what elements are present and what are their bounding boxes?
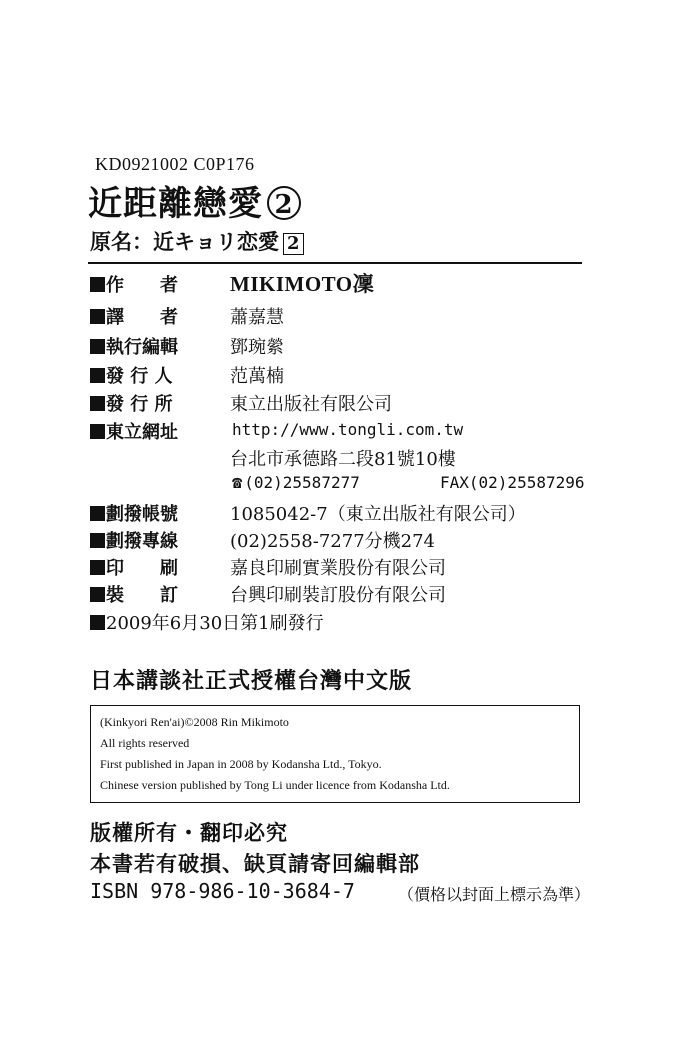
bullet-square bbox=[90, 587, 105, 602]
bullet-square bbox=[90, 506, 105, 521]
bullet-square bbox=[90, 560, 105, 575]
credit-label-author: 作 者 bbox=[90, 271, 178, 297]
credit-label-publishing-house: 發 行 所 bbox=[90, 390, 173, 416]
license-box bbox=[90, 705, 580, 803]
product-code: KD0921002 C0P176 bbox=[95, 154, 255, 174]
price-note: （價格以封面上標示為準） bbox=[398, 885, 591, 904]
phone-icon: ☎ bbox=[232, 473, 243, 493]
credit-value-printing: 嘉良印刷實業股份有限公司 bbox=[230, 558, 446, 579]
phone-number: (02)25587277 bbox=[244, 473, 360, 492]
bullet-square bbox=[90, 339, 105, 354]
fax-number: FAX(02)25587296 bbox=[440, 473, 585, 492]
license-line: First published in Japan in 2008 by Kodansha Ltd., Tokyo. bbox=[100, 757, 382, 771]
credit-label-website: 東立網址 bbox=[90, 418, 178, 444]
license-title: 日本講談社正式授權台灣中文版 bbox=[90, 668, 413, 694]
credit-value-binding: 台興印刷裝訂股份有限公司 bbox=[230, 585, 446, 606]
header-divider bbox=[88, 262, 582, 264]
credit-value-account: 1085042-7（東立出版社有限公司） bbox=[230, 504, 526, 525]
bullet-square bbox=[90, 424, 105, 439]
license-line: All rights reserved bbox=[100, 736, 190, 750]
credit-value-publishing-house: 東立出版社有限公司 bbox=[230, 394, 392, 415]
edition-text: 2009年6月30日第1刷發行 bbox=[106, 613, 324, 634]
credit-label-editor: 執行編輯 bbox=[90, 333, 178, 359]
bullet-square bbox=[90, 277, 105, 292]
edition-line bbox=[90, 609, 324, 635]
original-volume-box: 2 bbox=[283, 233, 304, 255]
credit-label-publisher: 發 行 人 bbox=[90, 362, 173, 388]
credit-value-editor: 鄧琬縈 bbox=[230, 337, 284, 358]
license-line: Chinese version published by Tong Li under licence from Kodansha Ltd. bbox=[100, 778, 450, 792]
bullet-square bbox=[90, 396, 105, 411]
phone-line bbox=[232, 473, 360, 493]
original-title-text: 原名：近キョリ恋愛 bbox=[90, 229, 279, 254]
volume-badge: 2 bbox=[267, 186, 301, 220]
original-title bbox=[90, 226, 304, 256]
credit-value-translator: 蕭嘉慧 bbox=[230, 307, 284, 328]
license-line: (Kinkyori Ren'ai)©2008 Rin Mikimoto bbox=[100, 715, 289, 729]
bullet-square bbox=[90, 533, 105, 548]
rights-notice: 版權所有・翻印必究 bbox=[90, 820, 288, 845]
credit-label-binding: 裝 訂 bbox=[90, 581, 178, 607]
credit-label-account: 劃撥帳號 bbox=[90, 500, 178, 526]
bullet-square bbox=[90, 368, 105, 383]
return-notice: 本書若有破損、缺頁請寄回編輯部 bbox=[90, 851, 420, 876]
isbn: ISBN 978-986-10-3684-7 bbox=[90, 879, 355, 903]
credit-value-hotline: (02)2558-7277分機274 bbox=[230, 531, 436, 552]
credit-value-publisher: 范萬楠 bbox=[230, 366, 284, 387]
bullet-square bbox=[90, 309, 105, 324]
title-text: 近距離戀愛 bbox=[88, 184, 263, 224]
credit-value-author: MIKIMOTO凜 bbox=[230, 272, 375, 296]
credit-label-printing: 印 刷 bbox=[90, 554, 178, 580]
bullet-square bbox=[90, 615, 105, 630]
address: 台北市承德路二段81號10樓 bbox=[230, 449, 456, 470]
book-title bbox=[88, 176, 301, 225]
credit-label-hotline: 劃撥專線 bbox=[90, 527, 178, 553]
website-url[interactable]: http://www.tongli.com.tw bbox=[232, 420, 464, 439]
credit-label-translator: 譯 者 bbox=[90, 303, 178, 329]
